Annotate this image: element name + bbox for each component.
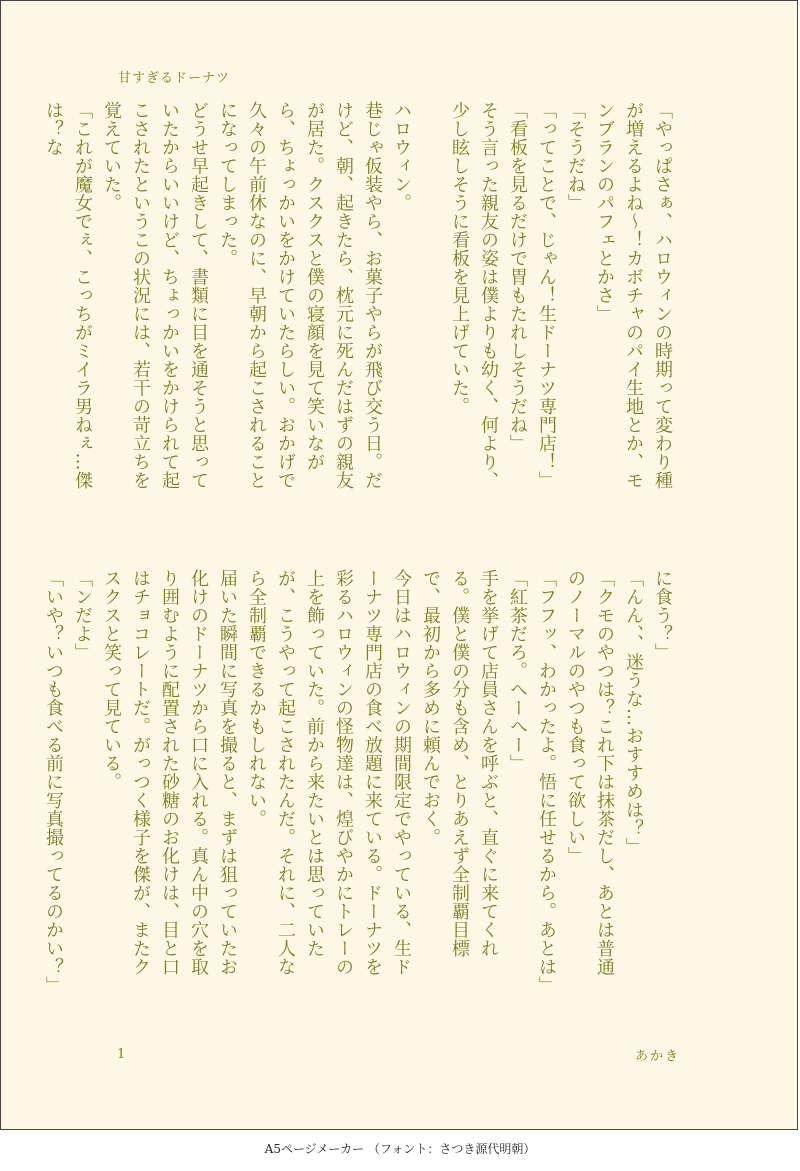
lower-text-block	[43, 569, 677, 995]
paragraph: 「そうだね」	[565, 101, 586, 212]
paragraph: 「ってことで、じゃん！生ドーナツ専門店！」	[536, 101, 557, 490]
paragraph: 手を挙げて店員さんを呼ぶと、直ぐに来てくれる。僕と僕の分も含め、とりあえず全制覇目標で、最初から多めに頼んでおく。	[420, 569, 499, 958]
author-name: あかき	[634, 1049, 680, 1064]
paragraph: 「フフッ、わかったよ。悟に任せるから。あとは」	[536, 569, 557, 995]
upper-text-block	[43, 101, 677, 501]
paragraph: に食う？」	[652, 569, 673, 662]
paragraph: 「やっぱさぁ、ハロウィンの時期って変わり種が増えるよね～！カボチャのパイ生地とか、モンブランのパフェとかさ」	[594, 101, 673, 490]
paragraph: ハロウィン。	[391, 101, 412, 212]
paragraph: 「いや？いつも食べる前に写真撮ってるのかい？」	[43, 569, 64, 995]
paragraph: 届いた瞬間に写真を撮ると、まずは狙っていたお化けのドーナツから口に入れる。真ん中の穴を取り囲むように配置された砂糖のお化けは、目と口はチョコレートだ。がっつく様子を傑が、またクスクスと笑って見ている。	[101, 569, 238, 976]
paragraph: 「クモのやつは？これ下は抹茶だし、あとは普通のノーマルのやつも食って欲しい」	[565, 569, 615, 976]
paragraph: 今日はハロウィンの期間限定でやっている、生ドーナツ専門店の食べ放題に来ている。ドーナツを彩るハロウィンの怪物達は、煌びやかにトレーの上を飾っていた。前から来たいとは思っていたが、こうやって起こされたんだ。それに、二人なら全制覇できるかもしれない。	[246, 569, 412, 976]
paragraph: 「んん、、迷うな…おすすめは？」	[623, 569, 644, 856]
paragraph: 「看板を見るだけで胃もたれしそうだね」	[507, 101, 528, 453]
running-title: 甘すぎるドーナツ	[118, 71, 230, 86]
paragraph: そう言った親友の姿は僕よりも幼く、何より、少し眩しそうに看板を見上げていた。	[449, 101, 499, 490]
blank-line	[416, 101, 445, 501]
page-number: 1	[117, 1047, 126, 1062]
image-caption: A5ページメーカー （フォント：さつき源代明朝）	[264, 1142, 536, 1156]
paragraph: どうせ早起きして、書類に目を通そうと思っていたからいいけど、ちょっかいをかけられて起こされたというこの状況には、若干の苛立ちを覚えていた。	[101, 101, 209, 490]
paragraph: 「紅茶だろ。へーへー」	[507, 569, 528, 773]
paragraph: 「ンだよ」	[72, 569, 93, 662]
paragraph: 巷じゃ仮装やら、お菓子やらが飛び交う日。だけど、朝、起きたら、枕元に死んだはずの親友が居た。クスクスと僕の寝顔を見て笑いながら、ちょっかいをかけていたらしい。おかげで久々の午前休なのに、早朝から起こされることになってしまった。	[217, 101, 383, 490]
paragraph: 「これが魔女でぇ、こっちがミイラ男ねぇ…傑は？な	[43, 101, 93, 490]
